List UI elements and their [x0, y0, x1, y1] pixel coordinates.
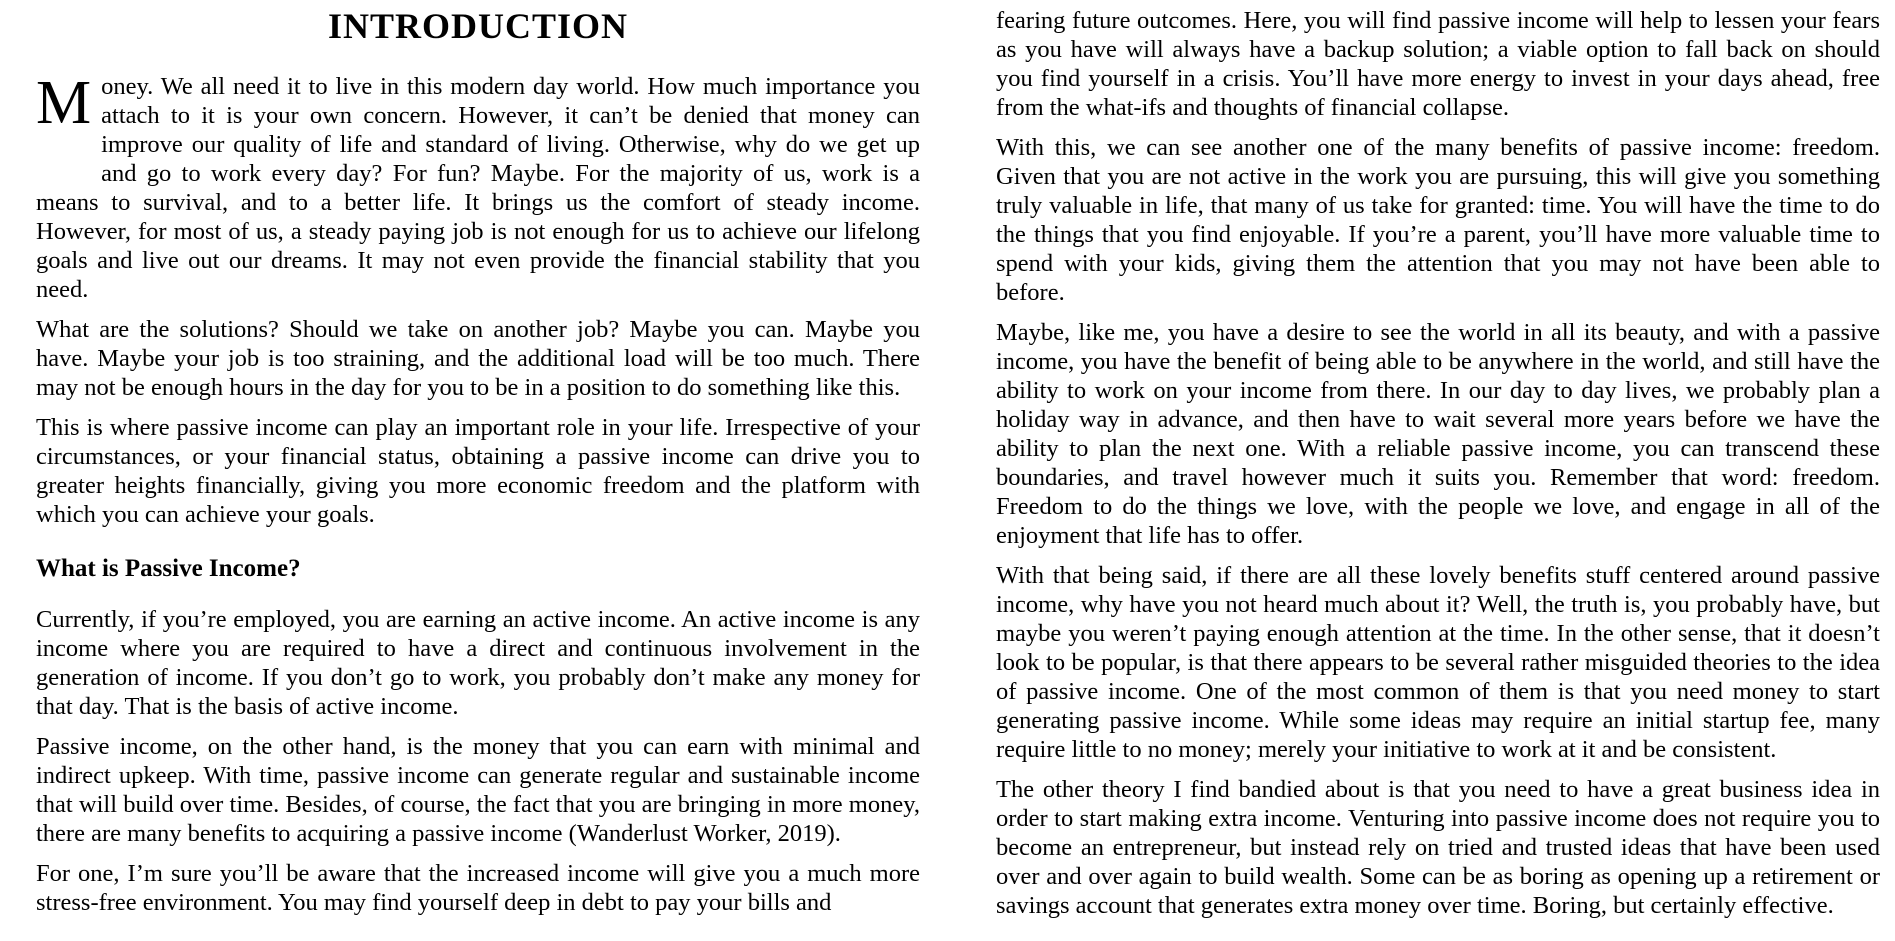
paragraph: For one, I’m sure you’ll be aware that the increased income will give you a much more stress-free environment. You may find yourself deep in debt to pay your bills and — [36, 860, 920, 916]
right-column — [996, 0, 1880, 931]
opening-paragraph-text: oney. We all need it to live in this modern day world. How much importance you attach to it is your own concern. However, it can’t be denied that money can improve our quality of life and standard of living. Otherwise, why do we get up and go to work every day? For fun? Maybe. For the majority of us, work is a means to survival, and to a better life. It brings us the comfort of steady income. However, for most of us, a steady paying job is not enough for us to achieve our lifelong goals and live out our dreams. It may not even provide the financial stability that you need. — [36, 73, 920, 303]
paragraph: This is where passive income can play an important role in your life. Irrespective of your circumstances, or your financial status, obtaining a passive income can drive you to greater heights financially, giving you more economic freedom and the platform with which you can achieve your goals. — [36, 414, 920, 528]
paragraph: Passive income, on the other hand, is the money that you can earn with minimal and indirect upkeep. With time, passive income can generate regular and sustainable income that will build over time. Besides, of course, the fact that you are bringing in more money, there are many benefits to acquiring a passive income (Wanderlust Worker, 2019). — [36, 733, 920, 847]
paragraph: The other theory I find bandied about is that you need to have a great business idea in order to start making extra income. Venturing into passive income does not require you to become an entrepreneur, but instead rely on tried and trusted ideas that have been used over and over again to build wealth. Some can be as boring as opening up a retirement or savings account that generates extra money over time. Boring, but certainly effective. — [996, 776, 1880, 919]
left-column — [36, 0, 920, 928]
chapter-title: INTRODUCTION — [327, 6, 629, 46]
paragraph: Maybe, like me, you have a desire to see the world in all its beauty, and with a passive income, you have the benefit of being able to be anywhere in the world, and still have the ability to work on your income from there. In our day to day lives, we probably plan a holiday way in advance, and then have to wait several more years before we have the ability to plan the next one. With a reliable passive income, you can transcend these boundaries, and travel however much it suits you. Remember that word: freedom. Freedom to do the things we love, with the people we love, and engage in all of the enjoyment that life has to offer. — [996, 319, 1880, 549]
opening-paragraph — [36, 69, 920, 304]
drop-cap: M — [36, 69, 92, 137]
paragraph: What are the solutions? Should we take on another job? Maybe you can. Maybe you have. Maybe your job is too straining, and the additional load will be too much. There may not be enough hours in the day for you to be in a position to do something like this. — [36, 316, 920, 401]
paragraph: fearing future outcomes. Here, you will find passive income will help to lessen your fears as you have will always have a backup solution; a viable option to fall back on should you find yourself in a crisis. You’ll have more energy to invest in your days ahead, free from the what-ifs and thoughts of financial collapse. — [996, 7, 1880, 121]
paragraph: With that being said, if there are all these lovely benefits stuff centered around passive income, why have you not heard much about it? Well, the truth is, you probably have, but maybe you weren’t paying enough attention at the time. In the other sense, that it doesn’t look to be popular, is that there appears to be several rather misguided theories to the idea of passive income. One of the most common of them is that you need money to start generating passive income. While some ideas may require an initial startup fee, many require little to no money; merely your initiative to work at it and be consistent. — [996, 562, 1880, 763]
paragraph: With this, we can see another one of the many benefits of passive income: freedom. Given that you are not active in the work you are pursuing, this will give you something truly valuable in life, that many of us take for granted: time. You will have the time to do the things that you find enjoyable. If you’re a parent, you’ll have more valuable time to spend with your kids, giving them the attention that you may not have been able to before. — [996, 134, 1880, 306]
paragraph: Currently, if you’re employed, you are earning an active income. An active income is any income where you are required to have a direct and continuous involvement in the generation of income. If you don’t go to work, you probably don’t make any money for that day. That is the basis of active income. — [36, 606, 920, 720]
section-heading: What is Passive Income? — [36, 555, 301, 582]
